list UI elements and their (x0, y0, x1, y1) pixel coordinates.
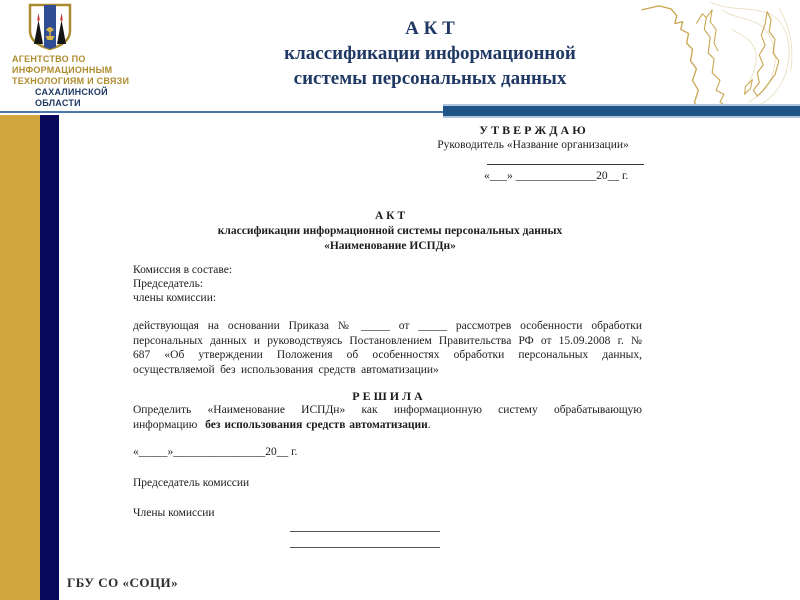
agency-region-line: САХАЛИНСКОЙ (35, 87, 108, 97)
document-body-paragraph: действующая на основании Приказа № _____ от _____ рассмотрев особенности обработки персональных данных и руководствуясь Постановлением Правительства РФ от 15.09.2008 г. № 687 «Об утверждении Положения об особенностях обработки персональных данных, осуществляемой без использования средств автоматизации» (133, 320, 642, 376)
document-title-line: «Наименование ИСПДн» (324, 240, 456, 252)
sakhalin-coat-of-arms-icon (28, 3, 72, 51)
slide-title (230, 16, 630, 91)
members-label: Члены комиссии (133, 507, 215, 519)
approve-subline: Руководитель «Название организации» (437, 139, 629, 151)
resolution-paragraph (133, 403, 642, 432)
agency-region-line: ОБЛАСТИ (35, 98, 81, 108)
resolution-bold-text: без использования средств автоматизации (205, 418, 428, 431)
resolution-heading: Р Е Ш И Л А (352, 389, 423, 403)
slide-title-line: системы персональных данных (293, 68, 567, 89)
header-rule-thin (0, 111, 444, 113)
agency-name-block (12, 54, 129, 109)
resolution-text: Определить «Наименование ИСПДн» как информационную систему обрабатывающую информацию (133, 404, 642, 431)
header-rule-thick (443, 104, 800, 118)
commission-line: члены комиссии: (133, 292, 217, 304)
commission-block (133, 263, 232, 305)
approve-heading: У Т В Е Р Ж Д А Ю (479, 123, 586, 137)
agency-line: ИНФОРМАЦИОННЫМ (12, 65, 113, 75)
signature-line (487, 153, 644, 165)
document-title-line: классификации информационной системы персональных данных (217, 225, 563, 237)
resolution-text-end: . (427, 418, 431, 431)
commission-line: Председатель: (133, 278, 204, 290)
approve-date-line: «___» ______________20__ г. (484, 170, 629, 182)
left-sidebar-navy-bar (40, 115, 59, 600)
footer-organization-label: ГБУ СО «СОЦИ» (67, 575, 179, 590)
left-sidebar-gold-bar (0, 115, 40, 600)
document-title (140, 209, 640, 254)
signature-line (290, 537, 440, 548)
signature-line (290, 521, 440, 532)
sakhalin-map-outline-icon (640, 0, 800, 110)
agency-line: АГЕНТСТВО ПО (12, 54, 86, 64)
slide-title-line: классификации информационной (284, 43, 576, 64)
document-date-line: «_____»________________20__ г. (133, 446, 298, 458)
document-title-line: А К Т (374, 210, 406, 222)
chairman-label: Председатель комиссии (133, 477, 250, 489)
agency-line: ТЕХНОЛОГИЯМ И СВЯЗИ (12, 76, 130, 86)
commission-line: Комиссия в составе: (133, 264, 233, 276)
slide-title-line: А К Т (405, 18, 455, 39)
